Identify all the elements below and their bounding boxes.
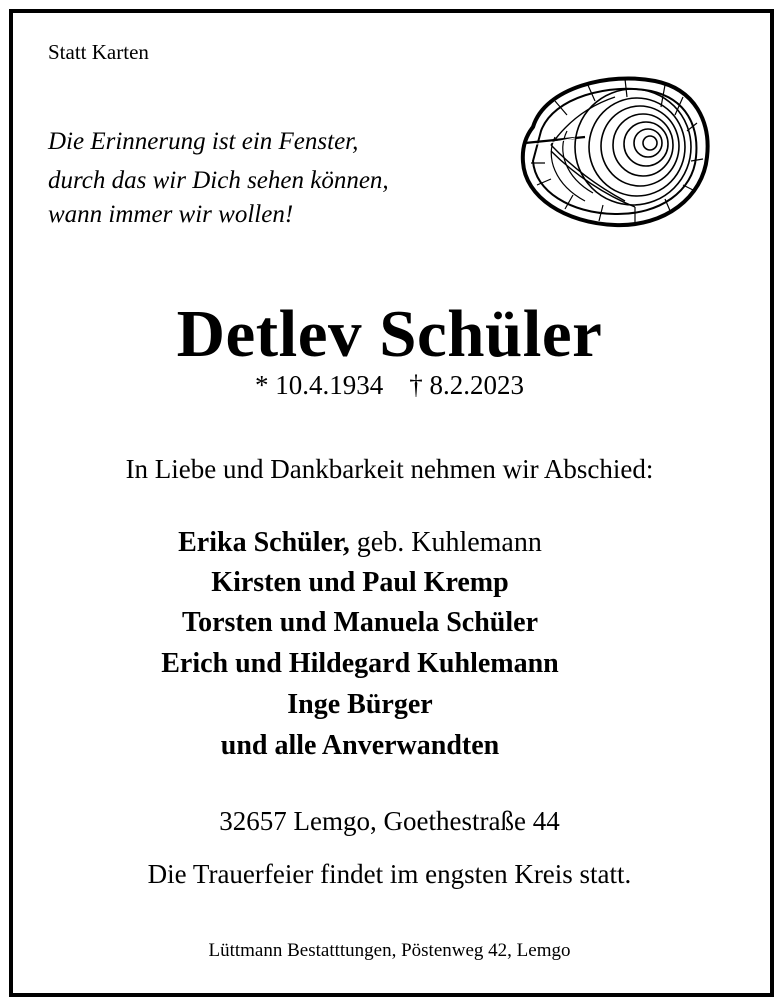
quote-line-1: Die Erinnerung ist ein Fenster, (48, 128, 359, 155)
mourner-line: Inge Bürger (287, 689, 433, 720)
quote-line-3: wann immer wir wollen! (48, 201, 294, 228)
mourner-line: und alle Anverwandten (220, 730, 500, 761)
death-date: 8.2.2023 (429, 370, 524, 400)
mourner-name: Erika Schüler, (178, 527, 350, 558)
mourner-line: Erich und Hildegard Kuhlemann (161, 648, 559, 679)
mourner-note: geb. Kuhlemann (349, 527, 542, 558)
address-line: 32657 Lemgo, Goethestraße 44 (219, 806, 560, 836)
cross-icon: † (409, 370, 423, 400)
ceremony-note: Die Trauerfeier findet im engsten Kreis statt. (147, 859, 632, 889)
mourner-line: Kirsten und Paul Kremp (211, 567, 509, 598)
life-dates (0, 370, 779, 401)
mourner-line (0, 527, 720, 559)
funeral-home-footer: Lüttmann Bestatttungen, Pöstenweg 42, Lemgo (208, 940, 571, 961)
statt-karten-label: Statt Karten (48, 40, 149, 64)
tree-rings-icon (515, 67, 712, 230)
mourner-line: Torsten und Manuela Schüler (181, 607, 539, 638)
quote-line-2: durch das wir Dich sehen können, (48, 167, 389, 194)
farewell-line: In Liebe und Dankbarkeit nehmen wir Abschied: (125, 454, 654, 484)
deceased-name: Detlev Schüler (176, 297, 603, 371)
birth-date: * 10.4.1934 (255, 370, 384, 400)
